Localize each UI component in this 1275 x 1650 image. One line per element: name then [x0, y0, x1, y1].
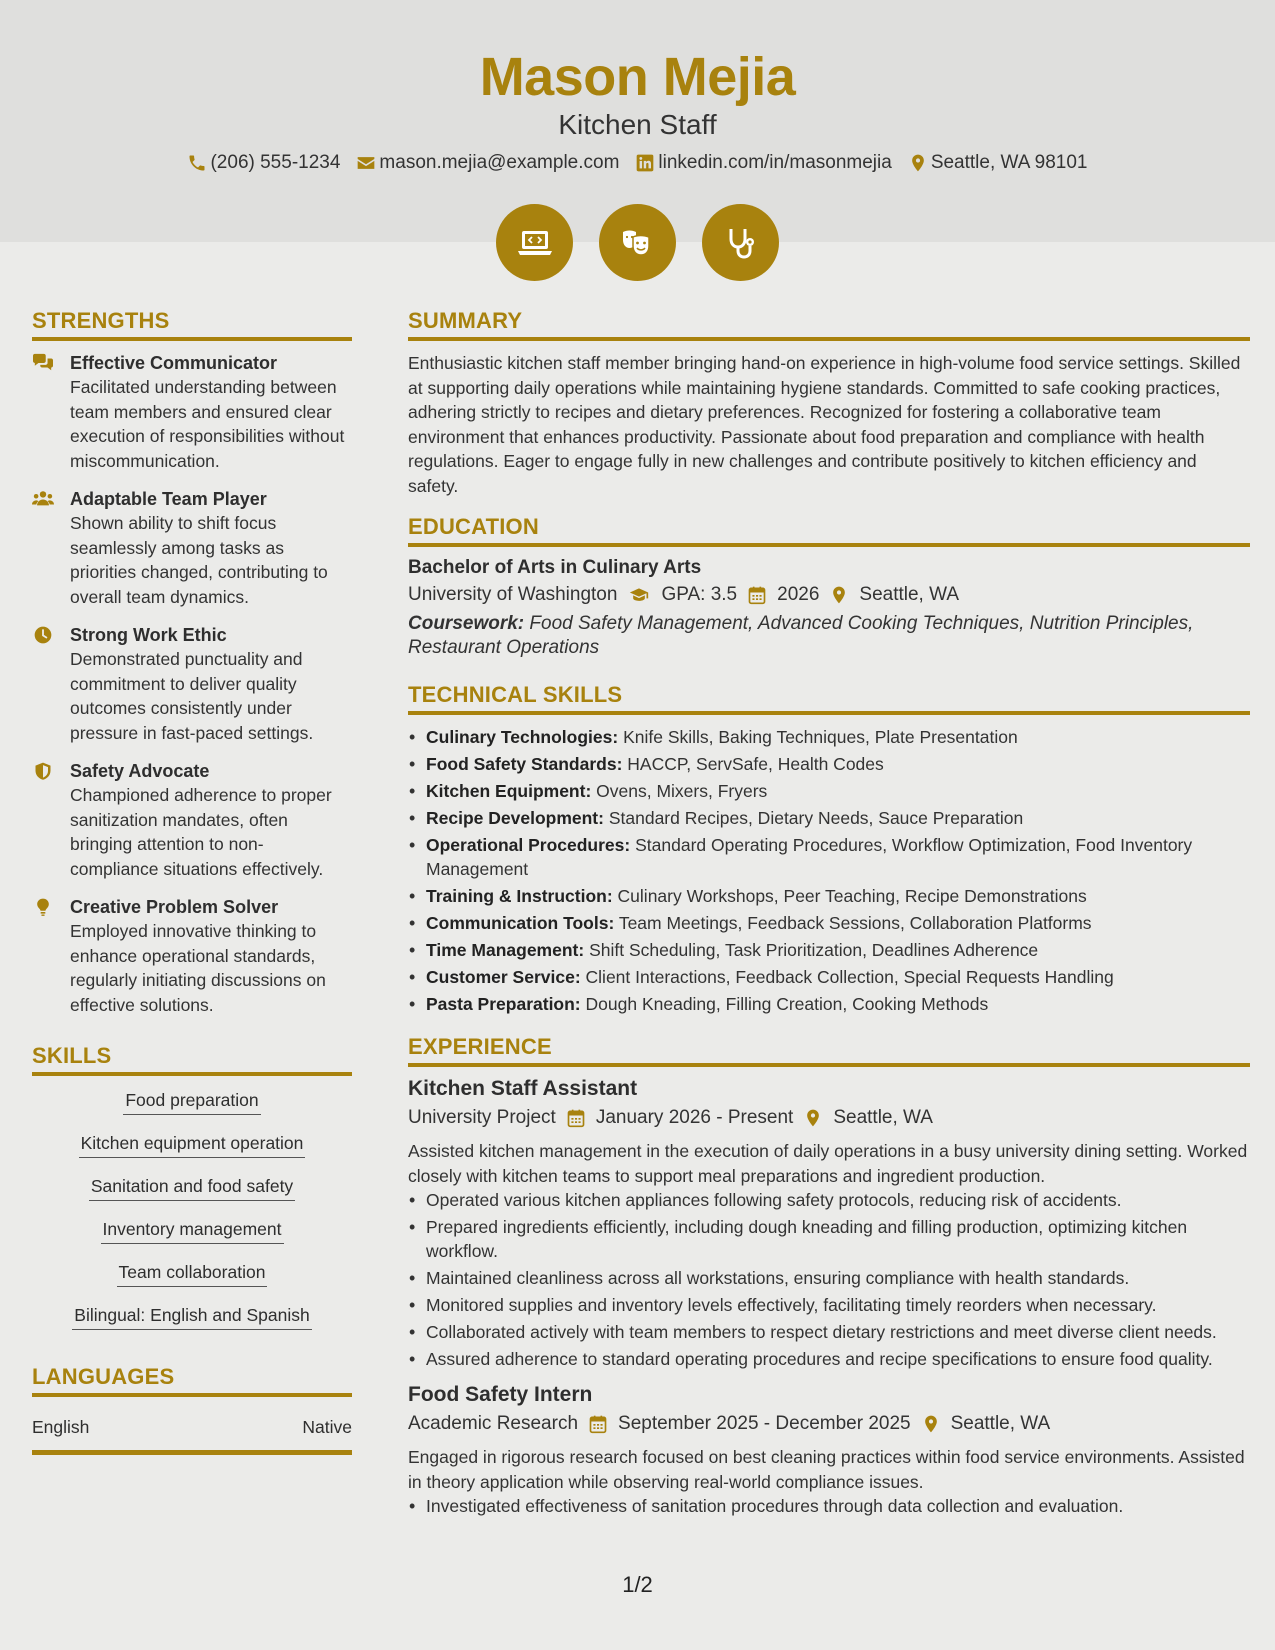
strength-desc: Demonstrated punctuality and commitment to deliver quality outcomes consistently under pressure in fast-paced settings.: [70, 649, 314, 743]
strength-title: Adaptable Team Player: [70, 489, 267, 509]
list-item: [408, 992, 1250, 1016]
contact-location: [908, 152, 1088, 174]
phone-text: (206) 555-1234: [210, 152, 341, 173]
location-text: Seattle, WA 98101: [930, 152, 1088, 173]
theater-masks-circle: [599, 204, 676, 281]
skill-label: Communication Tools:: [426, 913, 615, 933]
job-meta: [408, 1413, 1250, 1435]
skill-value: Shift Scheduling, Task Prioritization, Deadlines Adherence: [589, 940, 1039, 960]
contact-bar: [0, 152, 1275, 174]
map-pin-icon: [803, 1108, 823, 1128]
language-name: English: [32, 1417, 90, 1437]
skill-label: Culinary Technologies:: [426, 727, 619, 747]
list-item: • Monitored supplies and inventory levels effectively, facilitating timely reorders when necessary.: [408, 1293, 1250, 1317]
skill-value: Team Meetings, Feedback Sessions, Collaboration Platforms: [618, 913, 1092, 933]
skill-label: Pasta Preparation:: [426, 994, 581, 1014]
skill-value: Standard Operating Procedures, Workflow Optimization, Food Inventory Management: [426, 835, 1193, 879]
skill-value: Culinary Workshops, Peer Teaching, Recipe Demonstrations: [617, 886, 1087, 906]
interest-icons: [0, 204, 1275, 281]
skill-label: Recipe Development:: [426, 808, 604, 828]
job-meta: [408, 1107, 1250, 1129]
strength-title: Safety Advocate: [70, 761, 210, 781]
envelope-icon: [356, 153, 376, 173]
calendar-icon: [588, 1414, 608, 1434]
job-description: Engaged in rigorous research focused on best cleaning practices within food service environments. Assisted in theory application while observing real-world compliance issues.: [408, 1447, 1245, 1492]
technical-skills-heading: TECHNICAL SKILLS: [408, 682, 1250, 715]
skill-value: Knife Skills, Baking Techniques, Plate Presentation: [623, 727, 1018, 747]
strength-title: Effective Communicator: [70, 353, 278, 373]
linkedin-icon: [635, 153, 655, 173]
phone-icon: [187, 153, 207, 173]
strengths-heading: STRENGTHS: [32, 308, 352, 341]
strength-desc: Employed innovative thinking to enhance operational standards, regularly initiating discussions on effective solutions.: [70, 921, 326, 1015]
contact-linkedin[interactable]: [635, 152, 891, 174]
list-item: [408, 725, 1250, 749]
strength-item: [32, 759, 352, 881]
clock-icon: [32, 625, 54, 645]
strength-desc: Championed adherence to proper sanitization mandates, often bringing attention to non-compliance situations effectively.: [70, 785, 332, 879]
list-item: • Investigated effectiveness of sanitation procedures through data collection and evaluation.: [408, 1494, 1250, 1518]
job-org: University Project: [408, 1107, 556, 1128]
job-description: Assisted kitchen management in the execution of daily operations in a busy university dining setting. Worked closely with kitchen teams to support meal preparations and ingredient production.: [408, 1141, 1248, 1186]
contact-email[interactable]: [356, 152, 619, 174]
right-column: [408, 308, 1250, 1536]
list-item: • Maintained cleanliness across all workstations, ensuring compliance with health standards.: [408, 1266, 1250, 1290]
users-icon: [32, 489, 54, 509]
skills-list: [32, 1086, 352, 1330]
skill-tag: Bilingual: English and Spanish: [72, 1305, 311, 1330]
stethoscope-circle: [702, 204, 779, 281]
languages-heading: LANGUAGES: [32, 1364, 352, 1397]
education-meta: [408, 584, 1250, 606]
education-heading: EDUCATION: [408, 514, 1250, 547]
skill-label: Kitchen Equipment:: [426, 781, 592, 801]
list-item: [408, 884, 1250, 908]
skill-label: Food Safety Standards:: [426, 754, 623, 774]
coursework: [408, 612, 1250, 660]
gpa: GPA: 3.5: [661, 584, 738, 605]
candidate-name: Mason Mejia: [479, 47, 796, 107]
graduation-year: 2026: [777, 584, 820, 605]
laptop-code-circle: [496, 204, 573, 281]
strength-desc: Shown ability to shift focus seamlessly among tasks as priorities changed, contributing to overall team dynamics.: [70, 513, 328, 607]
list-item: • Operated various kitchen appliances following safety protocols, reducing risk of accidents.: [408, 1188, 1250, 1212]
graduation-cap-icon: [627, 585, 651, 605]
language-row: [32, 1407, 352, 1455]
summary-heading: SUMMARY: [408, 308, 1250, 341]
skill-value: Ovens, Mixers, Fryers: [596, 781, 768, 801]
skill-tag: Inventory management: [101, 1219, 284, 1244]
skill-tag: Sanitation and food safety: [89, 1176, 295, 1201]
job-location: Seattle, WA: [950, 1413, 1051, 1434]
list-item: • Prepared ingredients efficiently, including dough kneading and filling production, optimizing kitchen workflow.: [408, 1215, 1250, 1263]
job-dates: September 2025 - December 2025: [618, 1413, 911, 1434]
list-item: [408, 911, 1250, 935]
skill-value: HACCP, ServSafe, Health Codes: [627, 754, 884, 774]
skills-heading: SKILLS: [32, 1043, 352, 1076]
list-item: [408, 833, 1250, 881]
job-title-heading: Kitchen Staff: [558, 109, 717, 140]
list-item: [408, 938, 1250, 962]
strength-item: [32, 895, 352, 1017]
map-pin-icon: [829, 585, 849, 605]
linkedin-text: linkedin.com/in/masonmejia: [658, 152, 892, 173]
skill-label: Customer Service:: [426, 967, 581, 987]
left-column: [32, 308, 352, 1455]
skill-value: Standard Recipes, Dietary Needs, Sauce Preparation: [608, 808, 1024, 828]
contact-phone[interactable]: [187, 152, 340, 174]
skill-label: Training & Instruction:: [426, 886, 613, 906]
technical-skills-list: [408, 725, 1250, 1016]
skill-tag: Team collaboration: [117, 1262, 268, 1287]
language-level: Native: [302, 1417, 352, 1437]
skill-tag: Kitchen equipment operation: [79, 1133, 306, 1158]
experience-heading: EXPERIENCE: [408, 1034, 1250, 1067]
list-item: • Assured adherence to standard operating procedures and recipe specifications to ensure food quality.: [408, 1347, 1250, 1371]
list-item: [408, 779, 1250, 803]
shield-icon: [32, 761, 54, 781]
skill-label: Time Management:: [426, 940, 585, 960]
list-item: [408, 806, 1250, 830]
list-item: [408, 752, 1250, 776]
strength-title: Creative Problem Solver: [70, 897, 279, 917]
email-text: mason.mejia@example.com: [379, 152, 620, 173]
list-item: • Collaborated actively with team members to respect dietary restrictions and meet diverse client needs.: [408, 1320, 1250, 1344]
job-bullets: [408, 1494, 1250, 1518]
skill-value: Client Interactions, Feedback Collection, Special Requests Handling: [585, 967, 1114, 987]
coursework-label: Coursework:: [408, 613, 525, 634]
job-dates: January 2026 - Present: [595, 1107, 794, 1128]
comments-icon: [32, 353, 54, 373]
strength-item: [32, 623, 352, 745]
skill-value: Dough Kneading, Filling Creation, Cooking Methods: [585, 994, 989, 1014]
strength-desc: Facilitated understanding between team members and ensured clear execution of responsibilities without miscommunication.: [70, 377, 345, 471]
job-title: Kitchen Staff Assistant: [408, 1077, 638, 1100]
map-pin-icon: [921, 1414, 941, 1434]
coursework-list: Food Safety Management, Advanced Cooking Techniques, Nutrition Principles, Restaurant Operations: [408, 613, 1194, 658]
calendar-icon: [566, 1108, 586, 1128]
summary-text: Enthusiastic kitchen staff member bringing hand-on experience in high-volume food service settings. Skilled at supporting daily operations while maintaining hygiene standards. Committed to safe cooking practices, adhering strictly to recipes and dietary preferences. Recognized for fostering a collaborative team environment that enhances productivity. Passionate about food preparation and compliance with health regulations. Eager to engage fully in new challenges and contribute positively to kitchen efficiency and safety.: [408, 353, 1241, 496]
stethoscope-icon: [721, 223, 761, 263]
job-org: Academic Research: [408, 1413, 579, 1434]
skill-label: Operational Procedures:: [426, 835, 631, 855]
map-pin-icon: [908, 153, 928, 173]
job-location: Seattle, WA: [833, 1107, 933, 1128]
lightbulb-icon: [32, 897, 54, 917]
list-item: [408, 965, 1250, 989]
skill-tag: Food preparation: [123, 1090, 260, 1115]
strength-title: Strong Work Ethic: [70, 625, 227, 645]
page-number: 1/2: [622, 1572, 653, 1597]
calendar-icon: [747, 585, 767, 605]
strength-item: [32, 487, 352, 609]
masks-theater-icon: [618, 223, 658, 263]
laptop-code-icon: [515, 223, 555, 263]
strength-item: [32, 351, 352, 473]
header-band: [0, 0, 1275, 242]
degree-title: Bachelor of Arts in Culinary Arts: [408, 557, 702, 578]
job-title: Food Safety Intern: [408, 1383, 593, 1406]
job-bullets: [408, 1188, 1250, 1371]
school-location: Seattle, WA: [859, 584, 960, 605]
school-name: University of Washington: [408, 584, 618, 605]
